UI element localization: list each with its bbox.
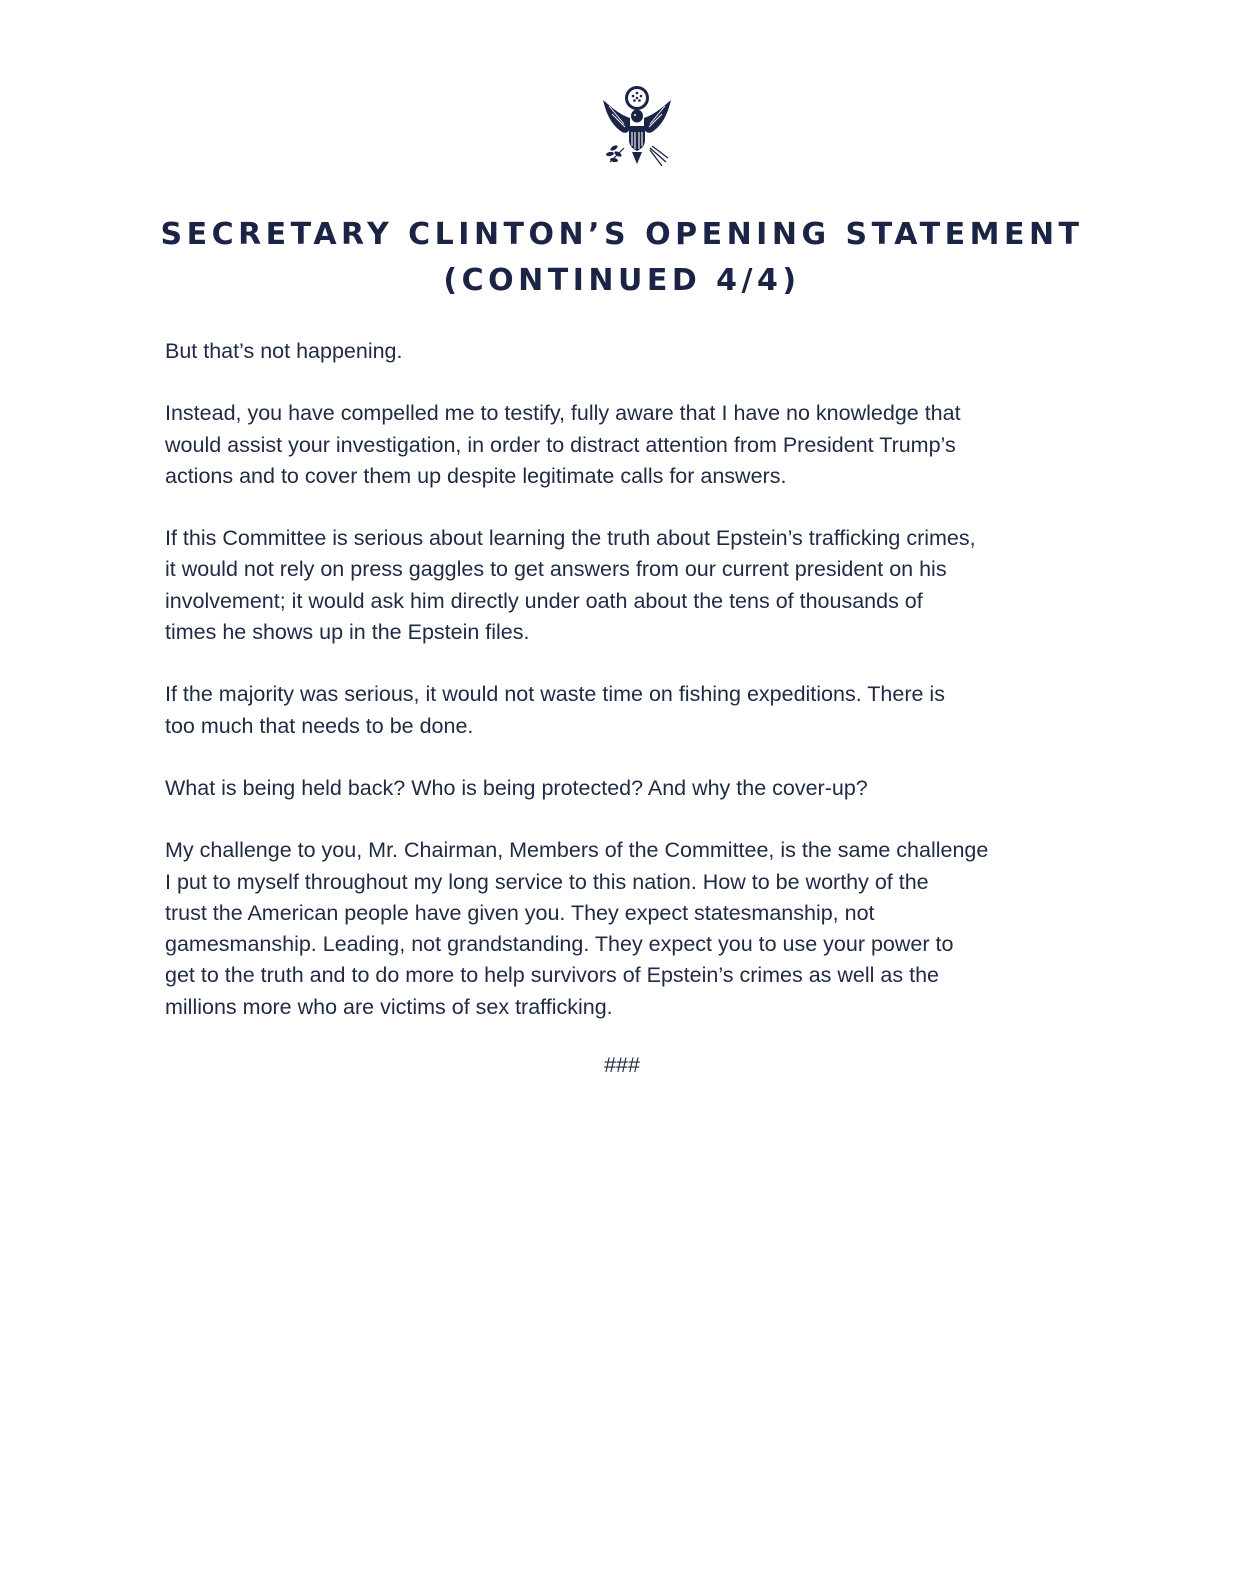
text-line: involvement; it would ask him directly under oath about the tens of thousands of xyxy=(165,588,923,613)
text-line: get to the truth and to do more to help survivors of Epstein’s crimes as well as the xyxy=(165,963,939,988)
text-line: millions more who are victims of sex trafficking. xyxy=(165,994,613,1019)
statement-body xyxy=(165,336,1125,1054)
text-line: it would not rely on press gaggles to get answers from our current president on his xyxy=(165,557,947,582)
paragraph-6 xyxy=(165,835,1125,1023)
text-line: If the majority was serious, it would not waste time on fishing expeditions. There is xyxy=(165,682,945,707)
text-line: My challenge to you, Mr. Chairman, Members of the Committee, is the same challenge xyxy=(165,838,989,863)
title-line-2: (CONTINUED 4/4) xyxy=(443,263,801,298)
text-line: would assist your investigation, in order to distract attention from President Trump’s xyxy=(165,432,956,457)
text-line: too much that needs to be done. xyxy=(165,713,474,738)
text-line: actions and to cover them up despite legitimate calls for answers. xyxy=(165,463,787,488)
text-line: I put to myself throughout my long service to this nation. How to be worthy of the xyxy=(165,869,929,894)
paragraph-4 xyxy=(165,679,1125,742)
text-line: But that’s not happening. xyxy=(165,339,403,363)
end-mark: ### xyxy=(604,1053,640,1077)
paragraph-1 xyxy=(165,336,1125,367)
title-line-1: SECRETARY CLINTON’S OPENING STATEMENT xyxy=(160,217,1084,252)
great-seal-icon xyxy=(600,82,674,170)
paragraph-5 xyxy=(165,773,1125,804)
paragraph-2 xyxy=(165,398,1125,492)
text-line: What is being held back? Who is being protected? And why the cover-up? xyxy=(165,775,868,800)
text-line: trust the American people have given you. They expect statesmanship, not xyxy=(165,900,875,925)
page-title xyxy=(0,212,1244,304)
text-line: Instead, you have compelled me to testify, fully aware that I have no knowledge that xyxy=(165,401,961,426)
paragraph-3 xyxy=(165,523,1125,648)
text-line: If this Committee is serious about learning the truth about Epstein’s trafficking crimes, xyxy=(165,526,976,551)
text-line: gamesmanship. Leading, not grandstanding. They expect you to use your power to xyxy=(165,932,954,957)
text-line: times he shows up in the Epstein files. xyxy=(165,620,530,645)
